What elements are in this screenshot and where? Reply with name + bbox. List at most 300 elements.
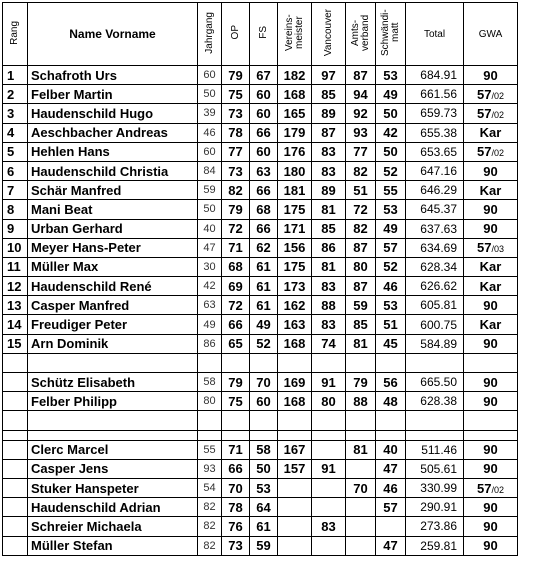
table-row [3,238,518,257]
vancouver-cell: 85 [312,85,346,104]
vancouver-cell: 89 [312,181,346,200]
total-cell: 511.46 [406,440,464,459]
vancouver-cell [312,536,346,555]
total-cell: 659.73 [406,104,464,123]
fs-cell: 52 [250,334,278,353]
gwa-cell [464,85,518,104]
gwa-value: Kar [479,182,502,198]
jahrgang-cell: 42 [198,277,222,296]
gwa-value: Kar [479,259,502,275]
jahrgang-cell: 59 [198,181,222,200]
op-cell: 76 [222,517,250,536]
col-vereinsmeister-header: Vereins-meister [278,3,312,66]
fs-cell: 60 [250,104,278,123]
empty-cell [278,430,312,440]
table-row [3,277,518,296]
vereinsmeister-cell: 168 [278,334,312,353]
op-cell: 79 [222,66,250,85]
results-table [2,2,518,556]
amtsverband-cell: 87 [346,238,376,257]
vancouver-cell: 88 [312,296,346,315]
amtsverband-cell: 59 [346,296,376,315]
schwaendimatt-cell: 53 [376,200,406,219]
empty-cell [222,411,250,430]
name-cell: Hehlen Hans [28,142,198,161]
vancouver-cell: 80 [312,392,346,411]
schwaendimatt-cell: 45 [376,334,406,353]
gwa-cell [464,257,518,276]
vereinsmeister-cell: 173 [278,277,312,296]
fs-cell: 68 [250,200,278,219]
amtsverband-cell: 77 [346,142,376,161]
jahrgang-cell: 82 [198,517,222,536]
gwa-value: 57 [477,144,492,160]
empty-cell [28,430,198,440]
schwaendimatt-cell: 57 [376,238,406,257]
rank-cell: 7 [3,181,28,200]
empty-cell [198,353,222,372]
amtsverband-cell: 82 [346,219,376,238]
total-cell: 684.91 [406,66,464,85]
vancouver-cell: 85 [312,219,346,238]
vereinsmeister-cell: 175 [278,257,312,276]
empty-cell [406,411,464,430]
vancouver-cell: 83 [312,142,346,161]
gwa-value: 90 [483,518,498,534]
vancouver-cell: 91 [312,373,346,392]
gwa-cell [464,104,518,123]
name-cell: Aeschbacher Andreas [28,123,198,142]
vereinsmeister-cell: 165 [278,104,312,123]
name-cell: Mani Beat [28,200,198,219]
gwa-value: 57 [477,480,492,496]
total-cell: 330.99 [406,478,464,497]
empty-cell [250,411,278,430]
total-cell: 653.65 [406,142,464,161]
empty-cell [3,353,28,372]
schwaendimatt-cell: 50 [376,142,406,161]
vancouver-cell [312,498,346,517]
gwa-value: 90 [483,499,498,515]
col-schwaendimatt-header: Schwändi-matt [376,3,406,66]
schwaendimatt-cell: 52 [376,161,406,180]
rank-cell: 14 [3,315,28,334]
gwa-cell [464,142,518,161]
vereinsmeister-cell: 168 [278,392,312,411]
col-vancouver-header: Vancouver [312,3,346,66]
op-cell: 73 [222,536,250,555]
name-cell: Schütz Elisabeth [28,373,198,392]
table-row [3,517,518,536]
total-cell: 626.62 [406,277,464,296]
fs-cell: 62 [250,238,278,257]
rank-cell [3,392,28,411]
jahrgang-cell: 86 [198,334,222,353]
gwa-value: 90 [483,461,498,477]
col-name-header: Name Vorname [28,3,198,66]
gwa-cell [464,498,518,517]
amtsverband-cell: 88 [346,392,376,411]
gwa-value: 90 [483,374,498,390]
jahrgang-cell: 80 [198,392,222,411]
amtsverband-cell: 87 [346,66,376,85]
vancouver-cell: 83 [312,517,346,536]
name-cell: Haudenschild Adrian [28,498,198,517]
gwa-cell [464,517,518,536]
amtsverband-cell: 81 [346,334,376,353]
jahrgang-cell: 60 [198,142,222,161]
name-cell: Schär Manfred [28,181,198,200]
rank-cell [3,536,28,555]
col-fs-header: FS [250,3,278,66]
vancouver-cell: 83 [312,161,346,180]
jahrgang-cell: 47 [198,238,222,257]
rank-cell: 2 [3,85,28,104]
amtsverband-cell: 70 [346,478,376,497]
table-row [3,123,518,142]
fs-cell: 50 [250,459,278,478]
name-cell: Freudiger Peter [28,315,198,334]
jahrgang-cell: 63 [198,296,222,315]
schwaendimatt-cell: 56 [376,373,406,392]
op-cell: 71 [222,440,250,459]
total-cell: 259.81 [406,536,464,555]
rank-cell [3,478,28,497]
vereinsmeister-cell: 167 [278,440,312,459]
blank-row [3,411,518,430]
table-row [3,104,518,123]
total-cell: 584.89 [406,334,464,353]
op-cell: 78 [222,498,250,517]
gwa-cell [464,392,518,411]
table-row [3,181,518,200]
table-row [3,373,518,392]
gwa-suffix: /02 [491,148,504,159]
gwa-cell [464,161,518,180]
empty-cell [464,353,518,372]
header-row [3,3,518,66]
total-cell: 665.50 [406,373,464,392]
amtsverband-cell: 87 [346,277,376,296]
amtsverband-cell: 72 [346,200,376,219]
empty-cell [28,411,198,430]
name-cell: Felber Philipp [28,392,198,411]
rank-cell: 8 [3,200,28,219]
op-cell: 82 [222,181,250,200]
name-cell: Casper Jens [28,459,198,478]
vereinsmeister-cell: 180 [278,161,312,180]
gwa-value: 90 [483,163,498,179]
vancouver-cell: 86 [312,238,346,257]
empty-cell [346,353,376,372]
col-gwa-header: GWA [464,3,518,66]
rank-cell: 13 [3,296,28,315]
table-row [3,315,518,334]
jahrgang-cell: 54 [198,478,222,497]
col-rang-header: Rang [3,3,28,66]
vereinsmeister-cell [278,478,312,497]
rank-cell: 1 [3,66,28,85]
op-cell: 73 [222,104,250,123]
vancouver-cell: 97 [312,66,346,85]
table-row [3,478,518,497]
op-cell: 65 [222,334,250,353]
name-cell: Stuker Hanspeter [28,478,198,497]
schwaendimatt-cell: 53 [376,66,406,85]
gwa-value: Kar [479,278,502,294]
gwa-cell [464,296,518,315]
vereinsmeister-cell: 169 [278,373,312,392]
schwaendimatt-cell: 46 [376,277,406,296]
op-cell: 68 [222,257,250,276]
vereinsmeister-cell: 171 [278,219,312,238]
gwa-value: Kar [479,317,502,333]
vereinsmeister-cell [278,517,312,536]
rank-cell: 12 [3,277,28,296]
vereinsmeister-cell [278,536,312,555]
fs-cell: 53 [250,478,278,497]
name-cell: Haudenschild Christia [28,161,198,180]
schwaendimatt-cell: 50 [376,104,406,123]
empty-cell [198,411,222,430]
gwa-cell [464,334,518,353]
total-cell: 628.34 [406,257,464,276]
gwa-cell [464,315,518,334]
op-cell: 79 [222,200,250,219]
total-cell: 634.69 [406,238,464,257]
jahrgang-cell: 30 [198,257,222,276]
vancouver-cell: 91 [312,459,346,478]
rank-cell: 5 [3,142,28,161]
fs-cell: 59 [250,536,278,555]
rank-cell [3,498,28,517]
name-cell: Schafroth Urs [28,66,198,85]
empty-cell [198,430,222,440]
jahrgang-cell: 82 [198,498,222,517]
total-cell: 655.38 [406,123,464,142]
gwa-value: 90 [483,297,498,313]
fs-cell: 66 [250,123,278,142]
name-cell: Clerc Marcel [28,440,198,459]
op-cell: 69 [222,277,250,296]
amtsverband-cell: 80 [346,257,376,276]
gwa-value: 57 [477,105,492,121]
vancouver-cell: 87 [312,123,346,142]
empty-cell [28,353,198,372]
name-cell: Felber Martin [28,85,198,104]
amtsverband-cell: 85 [346,315,376,334]
empty-cell [376,411,406,430]
fs-cell: 61 [250,277,278,296]
name-cell: Haudenschild René [28,277,198,296]
gwa-value: 57 [477,86,492,102]
schwaendimatt-cell: 49 [376,85,406,104]
op-cell: 72 [222,219,250,238]
rank-cell: 4 [3,123,28,142]
schwaendimatt-cell: 46 [376,478,406,497]
schwaendimatt-cell: 40 [376,440,406,459]
empty-cell [250,353,278,372]
table-row [3,85,518,104]
empty-cell [312,353,346,372]
rank-cell: 10 [3,238,28,257]
table-row [3,257,518,276]
op-cell: 72 [222,296,250,315]
empty-cell [222,353,250,372]
empty-cell [278,353,312,372]
jahrgang-cell: 93 [198,459,222,478]
empty-cell [376,430,406,440]
jahrgang-cell: 84 [198,161,222,180]
name-cell: Müller Stefan [28,536,198,555]
total-cell: 273.86 [406,517,464,536]
vancouver-cell [312,478,346,497]
jahrgang-cell: 58 [198,373,222,392]
total-cell: 600.75 [406,315,464,334]
table-row [3,161,518,180]
vancouver-cell: 74 [312,334,346,353]
total-cell: 637.63 [406,219,464,238]
table-row [3,459,518,478]
table-row [3,536,518,555]
op-cell: 79 [222,373,250,392]
vancouver-cell: 81 [312,257,346,276]
rank-cell [3,440,28,459]
gwa-cell [464,478,518,497]
empty-cell [278,411,312,430]
amtsverband-cell: 93 [346,123,376,142]
blank-row [3,353,518,372]
gwa-value: 90 [483,442,498,458]
gwa-value: 90 [483,538,498,554]
amtsverband-cell [346,498,376,517]
total-cell: 645.37 [406,200,464,219]
schwaendimatt-cell: 42 [376,123,406,142]
rank-cell [3,517,28,536]
vancouver-cell: 83 [312,315,346,334]
op-cell: 73 [222,161,250,180]
vereinsmeister-cell: 156 [278,238,312,257]
table-row [3,142,518,161]
rank-cell: 11 [3,257,28,276]
op-cell: 75 [222,85,250,104]
total-cell: 290.91 [406,498,464,517]
fs-cell: 66 [250,181,278,200]
total-cell: 605.81 [406,296,464,315]
gwa-value: 90 [483,393,498,409]
rank-cell: 15 [3,334,28,353]
vereinsmeister-cell: 157 [278,459,312,478]
fs-cell: 70 [250,373,278,392]
op-cell: 75 [222,392,250,411]
col-total-header: Total [406,3,464,66]
fs-cell: 61 [250,517,278,536]
name-cell: Haudenschild Hugo [28,104,198,123]
blank-row [3,430,518,440]
gwa-cell [464,200,518,219]
fs-cell: 64 [250,498,278,517]
amtsverband-cell: 92 [346,104,376,123]
gwa-suffix: /02 [491,90,504,101]
name-cell: Casper Manfred [28,296,198,315]
total-cell: 628.38 [406,392,464,411]
amtsverband-cell [346,517,376,536]
gwa-cell [464,219,518,238]
col-jahrgang-header: Jahrgang [198,3,222,66]
amtsverband-cell [346,459,376,478]
rank-cell: 3 [3,104,28,123]
total-cell: 646.29 [406,181,464,200]
vereinsmeister-cell: 176 [278,142,312,161]
col-amtsverband-header: Amts-verband [346,3,376,66]
empty-cell [406,353,464,372]
empty-cell [3,411,28,430]
name-cell: Müller Max [28,257,198,276]
fs-cell: 61 [250,257,278,276]
empty-cell [464,411,518,430]
rank-cell [3,459,28,478]
vereinsmeister-cell: 175 [278,200,312,219]
total-cell: 661.56 [406,85,464,104]
op-cell: 66 [222,315,250,334]
gwa-value: 90 [483,221,498,237]
gwa-value: 57 [477,240,492,256]
op-cell: 66 [222,459,250,478]
rank-cell: 9 [3,219,28,238]
name-cell: Arn Dominik [28,334,198,353]
gwa-cell [464,373,518,392]
results-body [3,66,518,556]
jahrgang-cell: 49 [198,315,222,334]
gwa-cell [464,459,518,478]
empty-cell [312,430,346,440]
vereinsmeister-cell: 162 [278,296,312,315]
fs-cell: 63 [250,161,278,180]
gwa-cell [464,277,518,296]
jahrgang-cell: 82 [198,536,222,555]
table-row [3,392,518,411]
vereinsmeister-cell: 182 [278,66,312,85]
vancouver-cell: 89 [312,104,346,123]
empty-cell [312,411,346,430]
name-cell: Urban Gerhard [28,219,198,238]
gwa-cell [464,181,518,200]
gwa-value: 90 [483,67,498,83]
gwa-value: 90 [483,336,498,352]
gwa-cell [464,440,518,459]
vereinsmeister-cell [278,498,312,517]
gwa-value: Kar [479,125,502,141]
gwa-suffix: /02 [491,484,504,495]
schwaendimatt-cell: 57 [376,498,406,517]
op-cell: 71 [222,238,250,257]
amtsverband-cell: 94 [346,85,376,104]
schwaendimatt-cell: 48 [376,392,406,411]
vereinsmeister-cell: 168 [278,85,312,104]
jahrgang-cell: 50 [198,85,222,104]
table-row [3,498,518,517]
results-sheet [2,2,518,556]
amtsverband-cell: 51 [346,181,376,200]
jahrgang-cell: 39 [198,104,222,123]
name-cell: Schreier Michaela [28,517,198,536]
total-cell: 505.61 [406,459,464,478]
schwaendimatt-cell [376,517,406,536]
table-row [3,66,518,85]
gwa-cell [464,536,518,555]
table-row [3,200,518,219]
empty-cell [3,430,28,440]
